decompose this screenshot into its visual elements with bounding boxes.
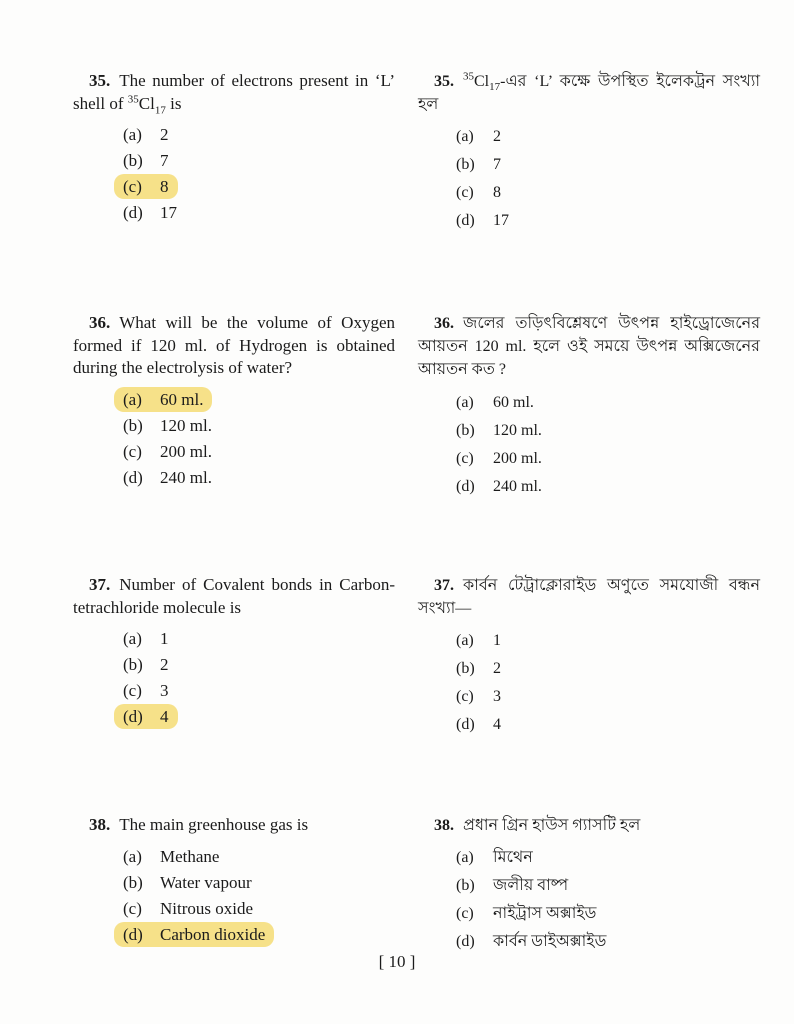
option-label: (d) bbox=[123, 924, 143, 944]
option-label: (a) bbox=[456, 393, 474, 411]
option-row bbox=[123, 387, 395, 412]
option-row bbox=[456, 627, 760, 654]
question-text-body: কার্বন টেট্রাক্লোরাইড অণুতে সমযোজী বন্ধন সংখ্যা— bbox=[418, 577, 760, 618]
option-text: 2 bbox=[493, 128, 501, 146]
option-text: 1 bbox=[493, 632, 501, 650]
option-text: 2 bbox=[160, 125, 169, 145]
options-list bbox=[73, 122, 395, 225]
option-row bbox=[123, 465, 395, 490]
option-text: 60 ml. bbox=[493, 393, 534, 411]
atomic-number: 17 bbox=[154, 104, 166, 116]
option-label: (a) bbox=[123, 125, 142, 145]
atomic-number: 17 bbox=[489, 81, 501, 94]
answer-highlight bbox=[114, 174, 178, 199]
option-row bbox=[123, 174, 395, 199]
option-text: 2 bbox=[160, 655, 169, 675]
option-row bbox=[456, 123, 760, 150]
option-label: (c) bbox=[123, 681, 142, 701]
option-row bbox=[456, 711, 760, 738]
question-37-english bbox=[73, 574, 395, 739]
question-text-post: -এর ‘L’ কক্ষে উপস্থিত ইলেকট্রন সংখ্যা হল bbox=[418, 73, 760, 114]
question-35-english bbox=[73, 70, 395, 235]
option-label: (a) bbox=[456, 128, 474, 146]
page-number: [ 10 ] bbox=[378, 952, 416, 971]
option-row bbox=[456, 655, 760, 682]
option-row bbox=[123, 122, 395, 147]
option-label: (b) bbox=[123, 151, 143, 171]
option-text: কার্বন ডাইঅক্সাইড bbox=[493, 933, 607, 951]
mass-number: 35 bbox=[127, 92, 139, 105]
option-row bbox=[123, 844, 395, 869]
option-row bbox=[456, 417, 760, 444]
option-row bbox=[123, 922, 395, 947]
option-label: (c) bbox=[456, 449, 474, 467]
option-label: (c) bbox=[456, 905, 474, 923]
question-text-pre: The number of electrons present in ‘L’ shell of bbox=[73, 71, 395, 113]
options-list bbox=[418, 389, 760, 500]
option-label: (a) bbox=[456, 632, 474, 650]
question-text bbox=[73, 814, 395, 837]
question-text bbox=[73, 70, 395, 115]
answer-highlight bbox=[114, 387, 212, 412]
option-text: জলীয় বাষ্প bbox=[493, 877, 569, 895]
option-row bbox=[123, 652, 395, 677]
option-label: (c) bbox=[456, 688, 474, 706]
option-label: (c) bbox=[123, 177, 142, 197]
option-row bbox=[456, 207, 760, 234]
question-number: 35. bbox=[434, 73, 454, 90]
answer-highlight bbox=[114, 200, 186, 225]
options-list bbox=[418, 123, 760, 234]
option-label: (d) bbox=[456, 477, 475, 495]
option-label: (d) bbox=[123, 707, 143, 727]
option-row bbox=[456, 872, 760, 899]
option-text: Nitrous oxide bbox=[160, 898, 254, 918]
element-symbol: Cl bbox=[138, 93, 155, 113]
option-row bbox=[123, 896, 395, 921]
question-text-body: Number of Covalent bonds in Carbon-tetrachloride molecule is bbox=[73, 575, 395, 617]
option-label: (a) bbox=[123, 389, 142, 409]
option-label: (d) bbox=[123, 467, 143, 487]
option-label: (b) bbox=[123, 872, 143, 892]
option-row bbox=[123, 148, 395, 173]
option-label: (b) bbox=[123, 415, 143, 435]
question-36-english bbox=[73, 312, 395, 501]
question-text bbox=[73, 312, 395, 380]
answer-highlight bbox=[114, 704, 178, 729]
answer-highlight bbox=[114, 922, 274, 947]
option-row bbox=[456, 473, 760, 500]
option-text: 17 bbox=[160, 203, 177, 223]
question-number: 35. bbox=[89, 71, 111, 90]
question-38-english bbox=[73, 814, 395, 956]
option-text: 120 ml. bbox=[493, 421, 542, 439]
options-list bbox=[418, 844, 760, 955]
question-text-body: জলের তড়িৎবিশ্লেষণে উৎপন্ন হাইড্রোজেনের আয়তন 120 ml. হলে ওই সময়ে উৎপন্ন অক্সিজেনের আয়তন কত ? bbox=[418, 315, 760, 379]
option-row bbox=[456, 179, 760, 206]
question-number: 37. bbox=[89, 575, 111, 594]
option-label: (d) bbox=[456, 933, 475, 951]
option-text: Methane bbox=[160, 846, 220, 866]
option-label: (b) bbox=[456, 877, 475, 895]
option-label: (b) bbox=[456, 421, 475, 439]
option-label: (d) bbox=[456, 716, 475, 734]
option-row bbox=[123, 413, 395, 438]
option-text: Water vapour bbox=[160, 872, 252, 892]
options-list bbox=[73, 387, 395, 490]
question-38-bengali bbox=[418, 814, 760, 956]
option-label: (a) bbox=[123, 629, 142, 649]
option-row bbox=[456, 445, 760, 472]
option-label: (c) bbox=[123, 441, 142, 461]
question-text bbox=[418, 70, 760, 116]
question-row-35 bbox=[0, 70, 794, 235]
options-list bbox=[73, 626, 395, 729]
options-list bbox=[418, 627, 760, 738]
option-label: (d) bbox=[123, 203, 143, 223]
question-35-bengali bbox=[418, 70, 760, 235]
option-text: 1 bbox=[160, 629, 169, 649]
option-text: 7 bbox=[160, 151, 169, 171]
option-row bbox=[123, 870, 395, 895]
question-text bbox=[73, 574, 395, 619]
option-text: 3 bbox=[160, 681, 169, 701]
question-number: 37. bbox=[434, 577, 454, 594]
answer-highlight bbox=[114, 148, 178, 173]
question-text bbox=[418, 312, 760, 382]
option-label: (c) bbox=[123, 898, 142, 918]
option-label: (d) bbox=[456, 212, 475, 230]
option-row bbox=[123, 626, 395, 651]
question-number: 38. bbox=[434, 817, 454, 834]
question-text-body: What will be the volume of Oxygen formed if 120 ml. of Hydrogen is obtained during the electrolysis of water? bbox=[73, 313, 395, 378]
option-text: 2 bbox=[493, 660, 501, 678]
question-text bbox=[418, 574, 760, 620]
option-text: 8 bbox=[493, 184, 501, 202]
option-row bbox=[123, 200, 395, 225]
options-list bbox=[73, 844, 395, 947]
option-row bbox=[456, 844, 760, 871]
question-text-body: প্রধান গ্রিন হাউস গ্যাসটি হল bbox=[463, 817, 641, 834]
mass-number: 35 bbox=[463, 70, 474, 83]
option-text: 4 bbox=[493, 716, 501, 734]
option-text: 4 bbox=[160, 707, 169, 727]
option-label: (c) bbox=[456, 184, 474, 202]
option-row bbox=[456, 151, 760, 178]
question-text bbox=[418, 814, 760, 837]
answer-highlight bbox=[114, 122, 178, 147]
option-row bbox=[456, 900, 760, 927]
question-row-38 bbox=[0, 814, 794, 956]
option-text: 8 bbox=[160, 177, 169, 197]
option-text: 240 ml. bbox=[160, 467, 212, 487]
question-text-body: The main greenhouse gas is bbox=[119, 815, 309, 834]
option-text: 17 bbox=[493, 212, 509, 230]
option-text: 3 bbox=[493, 688, 501, 706]
question-row-36 bbox=[0, 312, 794, 501]
option-row bbox=[123, 704, 395, 729]
option-text: 120 ml. bbox=[160, 415, 212, 435]
question-37-bengali bbox=[418, 574, 760, 739]
question-row-37 bbox=[0, 574, 794, 739]
option-row bbox=[456, 389, 760, 416]
option-text: 200 ml. bbox=[160, 441, 212, 461]
element-symbol: Cl bbox=[474, 73, 490, 90]
option-text: 200 ml. bbox=[493, 449, 542, 467]
option-row bbox=[456, 683, 760, 710]
option-text: 7 bbox=[493, 156, 501, 174]
question-text-post: is bbox=[165, 93, 182, 113]
option-text: 60 ml. bbox=[160, 389, 204, 409]
option-label: (a) bbox=[123, 846, 142, 866]
option-label: (b) bbox=[123, 655, 143, 675]
question-number: 38. bbox=[89, 815, 111, 834]
question-number: 36. bbox=[434, 315, 454, 332]
option-row bbox=[123, 439, 395, 464]
option-row bbox=[123, 678, 395, 703]
option-label: (b) bbox=[456, 660, 475, 678]
option-text: মিথেন bbox=[493, 849, 533, 867]
option-label: (b) bbox=[456, 156, 475, 174]
question-36-bengali bbox=[418, 312, 760, 501]
option-text: নাইট্রাস অক্সাইড bbox=[493, 905, 597, 923]
option-text: Carbon dioxide bbox=[160, 924, 266, 944]
question-number: 36. bbox=[89, 313, 111, 332]
option-text: 240 ml. bbox=[493, 477, 542, 495]
option-label: (a) bbox=[456, 849, 474, 867]
